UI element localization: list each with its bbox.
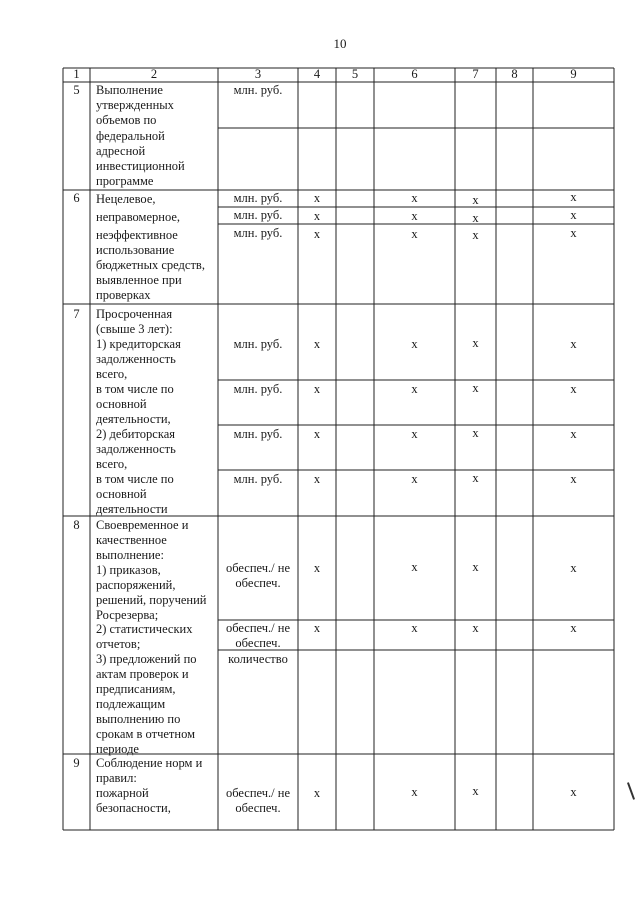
row7-name-b: в том числе по основной деятельности,: [96, 382, 174, 426]
row8-unit-1: обеспеч./ не обеспеч.: [225, 561, 291, 590]
row6-unit-2: млн. руб.: [233, 208, 283, 222]
row8-name-b: 2) статистических отчетов;: [96, 622, 193, 651]
row7-name-c: 2) дебиторская задолженность всего,: [96, 427, 176, 471]
cell-x: x: [472, 784, 479, 798]
row9-unit: обеспеч./ не обеспеч.: [225, 786, 291, 815]
cell-x: x: [472, 211, 479, 225]
row8-unit-3: количество: [228, 652, 288, 666]
row5-name-a: Выполнение утвержденных объемов по: [96, 83, 174, 127]
cell-x: x: [570, 785, 577, 799]
col-header-9: 9: [570, 67, 577, 81]
row7-unit-2: млн. руб.: [233, 382, 283, 396]
cell-x: x: [411, 560, 418, 574]
cell-x: x: [313, 382, 321, 396]
col-header-5: 5: [351, 67, 359, 81]
cell-x: x: [472, 228, 479, 242]
cell-x: x: [313, 561, 321, 575]
cell-x: x: [570, 190, 577, 204]
cell-x: x: [570, 621, 577, 635]
col-header-6: 6: [411, 67, 418, 81]
cell-x: x: [411, 382, 418, 396]
cell-x: x: [472, 381, 479, 395]
row-number: 6: [73, 191, 80, 205]
cell-x: x: [411, 209, 418, 223]
cell-x: x: [411, 785, 418, 799]
cell-x: x: [570, 427, 577, 441]
cell-x: x: [472, 426, 479, 440]
cell-x: x: [411, 227, 418, 241]
cell-x: x: [472, 471, 479, 485]
cell-x: x: [313, 209, 321, 223]
row6-name-c: неэффективное использование бюджетных средств, выявленное при проверках: [96, 228, 205, 302]
cell-x: x: [411, 472, 418, 486]
row7-unit-4: млн. руб.: [233, 472, 283, 486]
row7-unit-1: млн. руб.: [233, 337, 283, 351]
cell-x: x: [472, 560, 479, 574]
col-header-4: 4: [313, 67, 321, 81]
cell-x: x: [313, 786, 321, 800]
col-header-1: 1: [73, 67, 80, 81]
cell-x: x: [472, 621, 479, 635]
cell-x: x: [313, 227, 321, 241]
cell-x: x: [570, 337, 577, 351]
row8-name-a: Своевременное и качественное выполнение: 1) приказов, распоряжений, решений, поручений Росрезерва;: [96, 518, 207, 622]
col-header-3: 3: [254, 67, 262, 81]
cell-x: x: [411, 621, 418, 635]
row7-name-d: в том числе по основной деятельности: [96, 472, 174, 516]
row5-name-b: федеральной адресной инвестиционной программе: [96, 129, 185, 188]
cell-x: x: [570, 561, 577, 575]
row6-name-b: неправомерное,: [96, 210, 181, 224]
col-header-7: 7: [472, 67, 479, 81]
row-number: 7: [73, 307, 80, 321]
page-number: 10: [333, 36, 347, 51]
row6-unit-1: млн. руб.: [233, 191, 283, 205]
row7-name-a: Просроченная (свыше 3 лет): 1) кредиторская задолженность всего,: [96, 307, 181, 381]
row7-unit-3: млн. руб.: [233, 427, 283, 441]
cell-x: x: [472, 193, 479, 207]
row-number: 9: [73, 756, 80, 770]
cell-x: x: [411, 191, 418, 205]
cell-x: x: [570, 226, 577, 240]
cell-x: x: [570, 382, 577, 396]
row-number: 8: [73, 518, 80, 532]
cell-x: x: [313, 191, 321, 205]
row-number: 5: [73, 83, 80, 97]
cell-x: x: [570, 208, 577, 222]
cell-x: x: [570, 472, 577, 486]
row5-unit: млн. руб.: [233, 83, 283, 97]
cell-x: x: [313, 621, 321, 635]
cell-x: x: [411, 337, 418, 351]
cell-x: x: [411, 427, 418, 441]
row6-name-a: Нецелевое,: [96, 192, 156, 206]
row8-unit-2: обеспеч./ не обеспеч.: [225, 621, 291, 650]
row8-name-c: 3) предложений по актам проверок и предписаниям, подлежащим выполнению по срокам в отчетном периоде: [96, 652, 197, 756]
col-header-8: 8: [511, 67, 518, 81]
cell-x: x: [313, 472, 321, 486]
row9-name-a: Соблюдение норм и правил: пожарной безопасности,: [96, 756, 203, 815]
cell-x: x: [313, 337, 321, 351]
cell-x: x: [472, 336, 479, 350]
cell-x: x: [313, 427, 321, 441]
col-header-2: 2: [150, 67, 158, 81]
row6-unit-3: млн. руб.: [233, 226, 283, 240]
